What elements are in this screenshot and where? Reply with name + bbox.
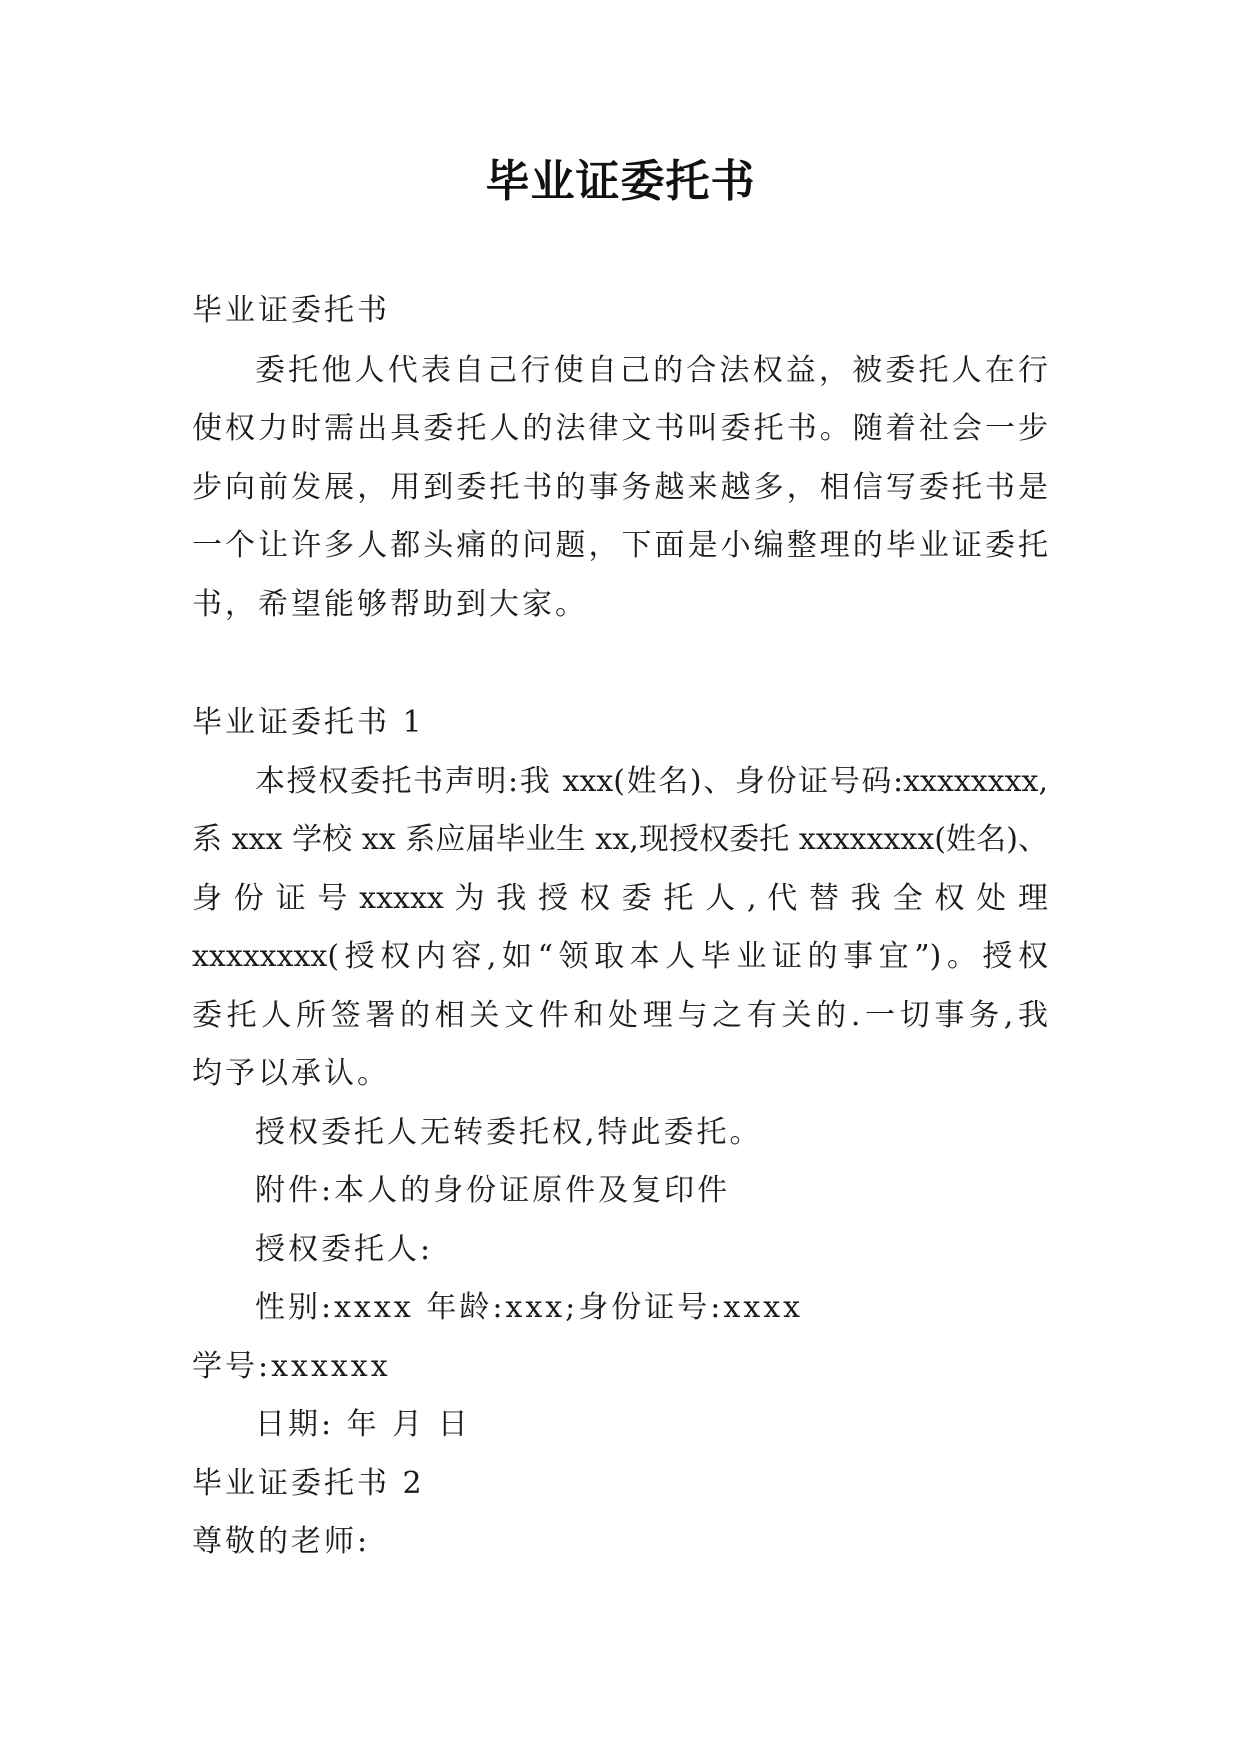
attachment-line: 附件:本人的身份证原件及复印件 [255,1173,731,1208]
intro-paragraph-line: 委托他人代表自己行使自己的合法权益，被委托人在行 [255,353,1048,388]
gender-age-id-line: 性别:xxxx 年龄:xxx;身份证号:xxxx [255,1290,804,1325]
document-title: 毕业证委托书 [485,156,756,207]
intro-paragraph-line: 步向前发展，用到委托书的事务越来越多，相信写委托书是 [192,470,1048,505]
section-1-line: 本授权委托书声明:我 xxx(姓名)、身份证号码:xxxxxxxx, [255,764,1048,799]
intro-paragraph-line: 书，希望能够帮助到大家。 [192,587,588,622]
no-subdelegation-line: 授权委托人无转委托权,特此委托。 [255,1115,763,1150]
section-heading-1: 毕业证委托书 1 [192,705,425,740]
section-1-line: xxxxxxxx(授权内容,如“领取本人毕业证的事宜”)。授权 [192,939,1048,974]
section-1-line: 身 份 证 号 xxxxx 为 我 授 权 委 托 人 , 代 替 我 全 权 处 理 [192,881,1048,916]
intro-paragraph-line: 使权力时需出具委托人的法律文书叫委托书。随着社会一步 [192,411,1048,446]
authorizer-line: 授权委托人: [255,1232,434,1267]
section-1-line: 委托人所签署的相关文件和处理与之有关的.一切事务,我 [192,998,1048,1033]
section-1-line: 系 xxx 学校 xx 系应届毕业生 xx,现授权委托 xxxxxxxx(姓名)、 [192,822,1048,857]
student-id-line: 学号:xxxxxx [192,1349,391,1384]
date-line: 日期: 年 月 日 [255,1407,471,1442]
intro-paragraph-line: 一个让许多人都头痛的问题，下面是小编整理的毕业证委托 [192,528,1048,563]
intro-heading: 毕业证委托书 [192,293,390,328]
section-heading-2: 毕业证委托书 2 [192,1466,425,1501]
section-1-line: 均予以承认。 [192,1056,390,1091]
salutation-line: 尊敬的老师: [192,1524,371,1559]
